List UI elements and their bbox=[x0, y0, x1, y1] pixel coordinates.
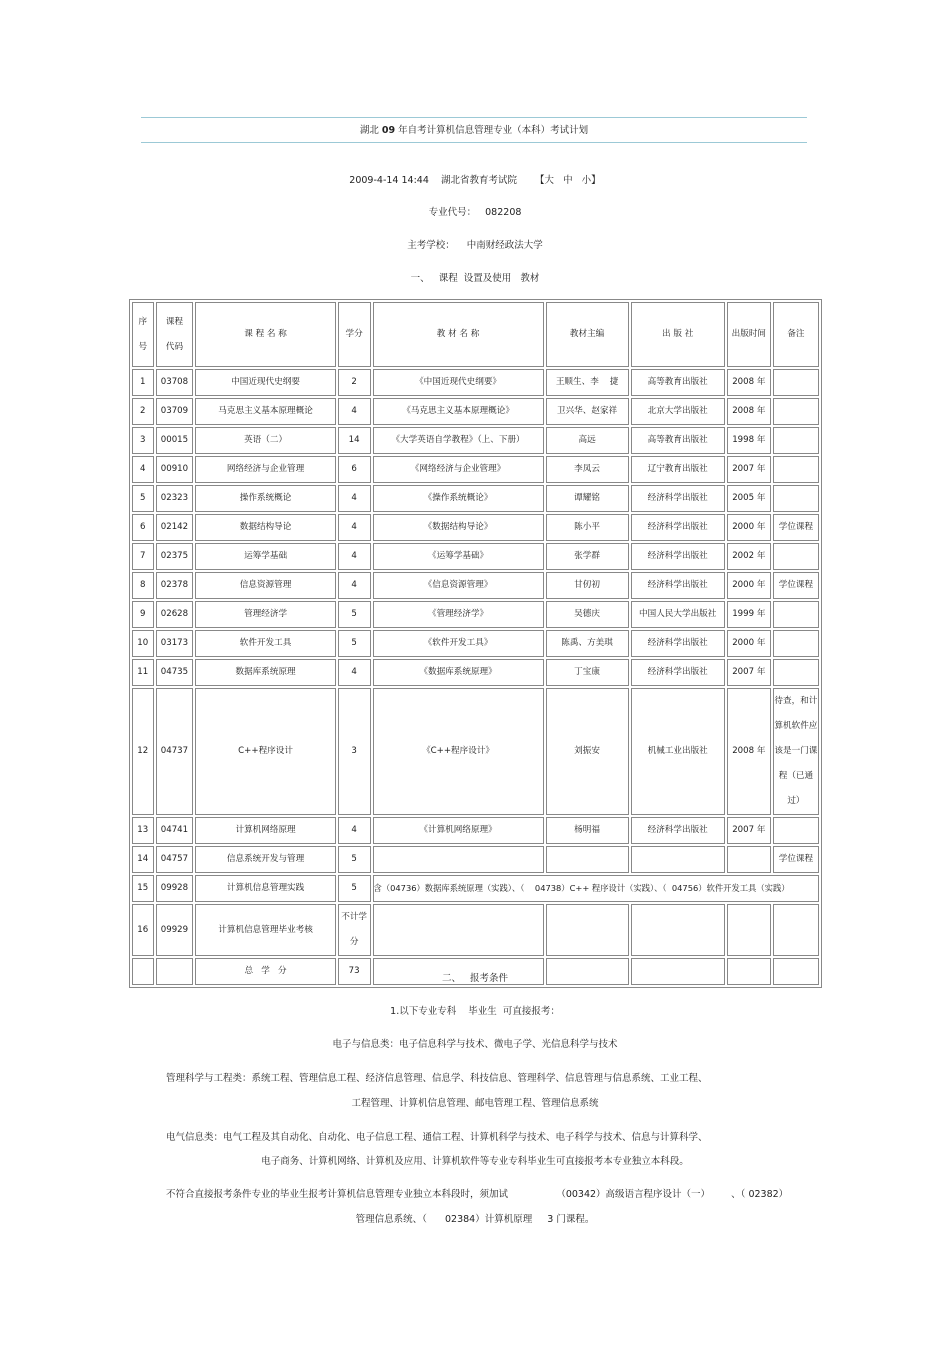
cell-editor: 杨明福 bbox=[546, 817, 629, 844]
cell-book bbox=[373, 904, 544, 956]
cell-publisher: 经济科学出版社 bbox=[631, 485, 725, 512]
cell-code: 03173 bbox=[156, 630, 194, 657]
course-plan-table bbox=[129, 299, 822, 988]
cell-credit: 3 bbox=[338, 688, 371, 815]
cell-year: 2000 年 bbox=[727, 572, 771, 599]
cell-seq: 16 bbox=[132, 904, 154, 956]
header-publisher: 出 版 社 bbox=[631, 302, 725, 367]
cell-code: 09928 bbox=[156, 875, 194, 902]
cell-year: 2000 年 bbox=[727, 514, 771, 541]
cell-credit: 14 bbox=[338, 427, 371, 454]
cell-credit: 4 bbox=[338, 659, 371, 686]
cell-publisher: 高等教育出版社 bbox=[631, 427, 725, 454]
cell-course: 网络经济与企业管理 bbox=[195, 456, 335, 483]
cell-credit: 5 bbox=[338, 846, 371, 873]
table-row bbox=[132, 688, 819, 815]
cell-publisher: 经济科学出版社 bbox=[631, 659, 725, 686]
cell-credit: 5 bbox=[338, 630, 371, 657]
cell-editor: 谭耀铭 bbox=[546, 485, 629, 512]
cell-code: 00910 bbox=[156, 456, 194, 483]
cell-book bbox=[373, 846, 544, 873]
cell-course: 信息系统开发与管理 bbox=[195, 846, 335, 873]
cell-editor: 丁宝康 bbox=[546, 659, 629, 686]
table-row bbox=[132, 369, 819, 396]
cell-book: 《数据结构导论》 bbox=[373, 514, 544, 541]
conditions-management-line1: 管理科学与工程类：系统工程、管理信息工程、经济信息管理、信息学、科技信息、管理科学、信息管理与信息系统、工业工程、 bbox=[166, 1073, 708, 1084]
cell-publisher: 经济科学出版社 bbox=[631, 572, 725, 599]
cell-editor bbox=[546, 904, 629, 956]
cell-course: 软件开发工具 bbox=[195, 630, 335, 657]
cell-note bbox=[773, 904, 819, 956]
cell-editor: 刘振安 bbox=[546, 688, 629, 815]
cell-code: 02378 bbox=[156, 572, 194, 599]
cell-book: 《计算机网络原理》 bbox=[373, 817, 544, 844]
cell-seq: 4 bbox=[132, 456, 154, 483]
cell-year: 2002 年 bbox=[727, 543, 771, 570]
cell-editor: 高远 bbox=[546, 427, 629, 454]
cell-credit: 不计学分 bbox=[338, 904, 371, 956]
table-row bbox=[132, 543, 819, 570]
cell-credit: 2 bbox=[338, 369, 371, 396]
cell-year: 2008 年 bbox=[727, 369, 771, 396]
total-label: 总 学 分 bbox=[195, 958, 335, 985]
cell-note bbox=[773, 456, 819, 483]
cell-course: 信息资源管理 bbox=[195, 572, 335, 599]
table-row bbox=[132, 398, 819, 425]
cell-editor: 陈小平 bbox=[546, 514, 629, 541]
header-year: 出版时间 bbox=[727, 302, 771, 367]
cell-year: 2007 年 bbox=[727, 456, 771, 483]
cell-credit: 4 bbox=[338, 514, 371, 541]
host-school: 主考学校： 中南财经政法大学 bbox=[407, 240, 543, 251]
cell-editor: 甘仞初 bbox=[546, 572, 629, 599]
table-row bbox=[132, 485, 819, 512]
cell-publisher: 经济科学出版社 bbox=[631, 817, 725, 844]
cell-publisher: 高等教育出版社 bbox=[631, 369, 725, 396]
cell-book: 《操作系统概论》 bbox=[373, 485, 544, 512]
section-heading-courses: 一、 课程 设置及使用 教材 bbox=[410, 273, 540, 284]
cell-credit: 4 bbox=[338, 398, 371, 425]
section-heading-conditions: 二、 报考条件 bbox=[441, 973, 509, 984]
table-row bbox=[132, 846, 819, 873]
cell-book: 《马克思主义基本原理概论》 bbox=[373, 398, 544, 425]
cell-book: 《信息资源管理》 bbox=[373, 572, 544, 599]
cell-book: 《运筹学基础》 bbox=[373, 543, 544, 570]
cell-year: 1998 年 bbox=[727, 427, 771, 454]
cell-seq: 13 bbox=[132, 817, 154, 844]
cell-course: C++程序设计 bbox=[195, 688, 335, 815]
cell-note bbox=[773, 427, 819, 454]
header-book: 教 材 名 称 bbox=[373, 302, 544, 367]
cell-code: 09929 bbox=[156, 904, 194, 956]
cell-year bbox=[727, 904, 771, 956]
cell-seq: 1 bbox=[132, 369, 154, 396]
conditions-extra-line2: 管理信息系统、（ 02384）计算机原理 3 门课程。 bbox=[355, 1214, 595, 1225]
cell-editor: 吴德庆 bbox=[546, 601, 629, 628]
cell-seq: 8 bbox=[132, 572, 154, 599]
header-code: 课程 代码 bbox=[156, 302, 194, 367]
cell-editor: 王顺生、李 捷 bbox=[546, 369, 629, 396]
bottom-rule bbox=[141, 142, 807, 143]
cell-course: 英语（二） bbox=[195, 427, 335, 454]
cell-note bbox=[773, 630, 819, 657]
cell-editor: 张学群 bbox=[546, 543, 629, 570]
cell-course: 数据结构导论 bbox=[195, 514, 335, 541]
table-row bbox=[132, 630, 819, 657]
conditions-electronics: 电子与信息类：电子信息科学与技术、微电子学、光信息科学与技术 bbox=[332, 1039, 618, 1050]
cell-publisher: 中国人民大学出版社 bbox=[631, 601, 725, 628]
table-header-row bbox=[132, 302, 819, 367]
cell-note bbox=[773, 601, 819, 628]
cell-year: 2005 年 bbox=[727, 485, 771, 512]
cell-seq: 9 bbox=[132, 601, 154, 628]
cell-publisher bbox=[631, 846, 725, 873]
cell-course: 中国近现代史纲要 bbox=[195, 369, 335, 396]
table-row bbox=[132, 659, 819, 686]
cell-code: 02628 bbox=[156, 601, 194, 628]
cell-seq: 3 bbox=[132, 427, 154, 454]
cell-code: 02142 bbox=[156, 514, 194, 541]
cell-credit: 5 bbox=[338, 601, 371, 628]
cell-credit: 6 bbox=[338, 456, 371, 483]
cell-note bbox=[773, 543, 819, 570]
cell-note bbox=[773, 369, 819, 396]
cell-publisher bbox=[631, 904, 725, 956]
cell-seq: 5 bbox=[132, 485, 154, 512]
table-row bbox=[132, 427, 819, 454]
table-row bbox=[132, 875, 819, 902]
article-meta: 2009-4-14 14:44 湖北省教育考试院 【大 中 小】 bbox=[349, 175, 601, 186]
cell-course: 计算机信息管理实践 bbox=[195, 875, 335, 902]
cell-book: 《数据库系统原理》 bbox=[373, 659, 544, 686]
header-seq: 序 号 bbox=[132, 302, 154, 367]
cell-book: 《C++程序设计》 bbox=[373, 688, 544, 815]
cell-publisher: 辽宁教育出版社 bbox=[631, 456, 725, 483]
article-title: 湖北 09 年自考计算机信息管理专业（本科）考试计划 bbox=[359, 125, 589, 136]
cell-note bbox=[773, 398, 819, 425]
cell-code: 03709 bbox=[156, 398, 194, 425]
cell-code: 00015 bbox=[156, 427, 194, 454]
cell-course: 操作系统概论 bbox=[195, 485, 335, 512]
cell-year: 2008 年 bbox=[727, 688, 771, 815]
cell-seq: 14 bbox=[132, 846, 154, 873]
cell-year: 2000 年 bbox=[727, 630, 771, 657]
cell-code: 04741 bbox=[156, 817, 194, 844]
cell-book: 《网络经济与企业管理》 bbox=[373, 456, 544, 483]
cell-book: 《中国近现代史纲要》 bbox=[373, 369, 544, 396]
cell-code: 03708 bbox=[156, 369, 194, 396]
cell-note bbox=[773, 659, 819, 686]
cell-course: 管理经济学 bbox=[195, 601, 335, 628]
cell-book: 《大学英语自学教程》（上、下册） bbox=[373, 427, 544, 454]
cell-year: 2007 年 bbox=[727, 817, 771, 844]
cell-editor: 卫兴华、赵家祥 bbox=[546, 398, 629, 425]
cell-code: 02323 bbox=[156, 485, 194, 512]
cell-book: 《软件开发工具》 bbox=[373, 630, 544, 657]
table-row bbox=[132, 514, 819, 541]
cell-editor: 陈禹、方美琪 bbox=[546, 630, 629, 657]
cell-credit: 5 bbox=[338, 875, 371, 902]
top-rule bbox=[141, 117, 807, 118]
cell-book: 《管理经济学》 bbox=[373, 601, 544, 628]
total-credit: 73 bbox=[338, 958, 371, 985]
table-row bbox=[132, 456, 819, 483]
header-course: 课 程 名 称 bbox=[195, 302, 335, 367]
header-credit: 学分 bbox=[338, 302, 371, 367]
table-row bbox=[132, 572, 819, 599]
cell-code: 02375 bbox=[156, 543, 194, 570]
cell-note: 学位课程 bbox=[773, 846, 819, 873]
conditions-extra-line1: 不符合直接报考条件专业的毕业生报考计算机信息管理专业独立本科段时，须加试 （00342）高级语言程序设计（一） 、（ 02382） bbox=[166, 1189, 789, 1200]
table-row bbox=[132, 904, 819, 956]
table-row bbox=[132, 601, 819, 628]
cell-note bbox=[773, 817, 819, 844]
cell-publisher: 经济科学出版社 bbox=[631, 630, 725, 657]
cell-credit: 4 bbox=[338, 817, 371, 844]
cell-course: 运筹学基础 bbox=[195, 543, 335, 570]
cell-note: 学位课程 bbox=[773, 514, 819, 541]
conditions-electrical-line1: 电气信息类：电气工程及其自动化、自动化、电子信息工程、通信工程、计算机科学与技术、电子科学与技术、信息与计算科学、 bbox=[166, 1132, 708, 1143]
cell-editor bbox=[546, 846, 629, 873]
cell-course: 马克思主义基本原理概论 bbox=[195, 398, 335, 425]
cell-year: 2007 年 bbox=[727, 659, 771, 686]
major-code: 专业代号： 082208 bbox=[428, 207, 522, 218]
cell-seq: 7 bbox=[132, 543, 154, 570]
cell-note: 学位课程 bbox=[773, 572, 819, 599]
cell-code: 04757 bbox=[156, 846, 194, 873]
cell-publisher: 北京大学出版社 bbox=[631, 398, 725, 425]
cell-publisher: 经济科学出版社 bbox=[631, 514, 725, 541]
cell-course: 数据库系统原理 bbox=[195, 659, 335, 686]
cell-code: 04735 bbox=[156, 659, 194, 686]
cell-seq: 12 bbox=[132, 688, 154, 815]
cell-credit: 4 bbox=[338, 485, 371, 512]
cell-seq: 11 bbox=[132, 659, 154, 686]
table-row bbox=[132, 817, 819, 844]
cell-seq: 2 bbox=[132, 398, 154, 425]
cell-note: 待查，和计算机软件应该是一门课程（已通过） bbox=[773, 688, 819, 815]
cell-seq: 10 bbox=[132, 630, 154, 657]
cell-editor: 李凤云 bbox=[546, 456, 629, 483]
cell-publisher: 经济科学出版社 bbox=[631, 543, 725, 570]
header-note: 备注 bbox=[773, 302, 819, 367]
header-editor: 教材主编 bbox=[546, 302, 629, 367]
cell-seq: 6 bbox=[132, 514, 154, 541]
cell-publisher: 机械工业出版社 bbox=[631, 688, 725, 815]
cell-seq: 15 bbox=[132, 875, 154, 902]
cell-note bbox=[773, 485, 819, 512]
cell-code: 04737 bbox=[156, 688, 194, 815]
cell-practice-details: 含（04736）数据库系统原理（实践）、（ 04738）C++ 程序设计（实践）、（ 04756）软件开发工具（实践） bbox=[373, 875, 819, 902]
cell-year: 1999 年 bbox=[727, 601, 771, 628]
cell-course: 计算机网络原理 bbox=[195, 817, 335, 844]
conditions-electrical-line2: 电子商务、计算机网络、计算机及应用、计算机软件等专业专科毕业生可直接报考本专业独立本科段。 bbox=[261, 1156, 689, 1167]
cell-credit: 4 bbox=[338, 543, 371, 570]
conditions-management-line2: 工程管理、计算机信息管理、邮电管理工程、管理信息系统 bbox=[351, 1098, 599, 1109]
conditions-intro: 1.以下专业专科 毕业生 可直接报考： bbox=[390, 1006, 560, 1017]
cell-year: 2008 年 bbox=[727, 398, 771, 425]
cell-credit: 4 bbox=[338, 572, 371, 599]
cell-year bbox=[727, 846, 771, 873]
cell-course: 计算机信息管理毕业考核 bbox=[195, 904, 335, 956]
